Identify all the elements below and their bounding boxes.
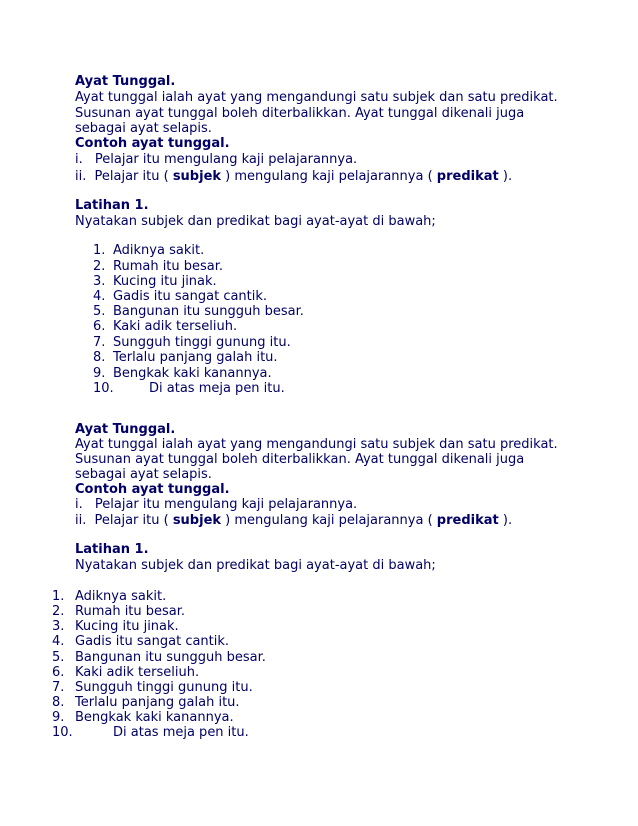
- list-text: Sungguh tinggi gunung itu.: [113, 335, 291, 350]
- list-number: 7.: [52, 680, 65, 695]
- example-text-pre: Pelajar itu (: [94, 169, 169, 184]
- list-number: 4.: [52, 634, 65, 649]
- list-text: Gadis itu sangat cantik.: [113, 289, 268, 304]
- list-number: 7.: [93, 335, 106, 350]
- example-text-pre: Pelajar itu (: [94, 513, 169, 528]
- exercise-heading: Latihan 1.: [75, 198, 149, 213]
- list-number: 6.: [52, 665, 65, 680]
- example-text-mid: ) mengulang kaji pelajarannya (: [225, 513, 433, 528]
- list-number: 6.: [93, 319, 106, 334]
- list-number: 3.: [52, 619, 65, 634]
- list-text: Adiknya sakit.: [113, 243, 205, 258]
- list-text: Sungguh tinggi gunung itu.: [75, 680, 253, 695]
- list-text: Bangunan itu sungguh besar.: [75, 650, 266, 665]
- example-heading: Contoh ayat tunggal.: [75, 136, 230, 151]
- exercise-instruction: Nyatakan subjek dan predikat bagi ayat-ayat di bawah;: [75, 558, 436, 573]
- exercise-instruction: Nyatakan subjek dan predikat bagi ayat-ayat di bawah;: [75, 214, 436, 229]
- list-text: Bangunan itu sungguh besar.: [113, 304, 304, 319]
- list-text: Di atas meja pen itu.: [149, 381, 285, 396]
- list-number: 1.: [52, 589, 65, 604]
- example-text-post: ).: [502, 513, 513, 528]
- paragraph-line: Ayat tunggal ialah ayat yang mengandungi satu subjek dan satu predikat.: [75, 90, 558, 105]
- example-heading: Contoh ayat tunggal.: [75, 482, 230, 497]
- list-text: Bengkak kaki kanannya.: [113, 366, 272, 381]
- example-text-post: ).: [502, 169, 513, 184]
- list-number: 5.: [93, 304, 106, 319]
- subject-label: subjek: [172, 513, 222, 528]
- list-number: 5.: [52, 650, 65, 665]
- example-text-mid: ) mengulang kaji pelajarannya (: [225, 169, 433, 184]
- list-number: 10.: [93, 381, 114, 396]
- list-text: Gadis itu sangat cantik.: [75, 634, 230, 649]
- list-number: 9.: [52, 710, 65, 725]
- example-marker: i.: [75, 497, 83, 512]
- list-text: Bengkak kaki kanannya.: [75, 710, 234, 725]
- example-1: [75, 497, 357, 512]
- list-number: 2.: [52, 604, 65, 619]
- paragraph-line: Susunan ayat tunggal boleh diterbalikkan. Ayat tunggal dikenali juga: [75, 106, 525, 121]
- list-text: Terlalu panjang galah itu.: [113, 350, 278, 365]
- list-number: 8.: [52, 695, 65, 710]
- section-heading: Ayat Tunggal.: [75, 74, 176, 89]
- list-text: Di atas meja pen itu.: [113, 725, 249, 740]
- list-number: 8.: [93, 350, 106, 365]
- paragraph-line: Ayat tunggal ialah ayat yang mengandungi satu subjek dan satu predikat.: [75, 437, 558, 452]
- predicate-label: predikat: [436, 513, 499, 528]
- list-text: Kucing itu jinak.: [113, 274, 217, 289]
- example-marker: i.: [75, 152, 83, 167]
- list-number: 1.: [93, 243, 106, 258]
- example-1: [75, 152, 357, 167]
- example-2: [75, 513, 512, 528]
- example-marker: ii.: [75, 513, 87, 528]
- list-text: Terlalu panjang galah itu.: [75, 695, 240, 710]
- example-text: Pelajar itu mengulang kaji pelajarannya.: [94, 152, 358, 167]
- example-text: Pelajar itu mengulang kaji pelajarannya.: [94, 497, 358, 512]
- list-text: Kucing itu jinak.: [75, 619, 179, 634]
- subject-label: subjek: [172, 169, 222, 184]
- list-text: Kaki adik terseliuh.: [113, 319, 238, 334]
- list-number: 3.: [93, 274, 106, 289]
- list-number: 4.: [93, 289, 106, 304]
- list-text: Kaki adik terseliuh.: [75, 665, 200, 680]
- list-number: 10.: [52, 725, 73, 740]
- list-text: Rumah itu besar.: [75, 604, 186, 619]
- list-number: 2.: [93, 259, 106, 274]
- predicate-label: predikat: [436, 169, 499, 184]
- paragraph-line: sebagai ayat selapis.: [75, 467, 212, 482]
- example-marker: ii.: [75, 169, 87, 184]
- list-text: Adiknya sakit.: [75, 589, 167, 604]
- paragraph-line: sebagai ayat selapis.: [75, 121, 212, 136]
- exercise-heading: Latihan 1.: [75, 542, 149, 557]
- example-2: [75, 169, 512, 184]
- section-heading: Ayat Tunggal.: [75, 422, 176, 437]
- list-text: Rumah itu besar.: [113, 259, 224, 274]
- paragraph-line: Susunan ayat tunggal boleh diterbalikkan. Ayat tunggal dikenali juga: [75, 452, 525, 467]
- list-number: 9.: [93, 366, 106, 381]
